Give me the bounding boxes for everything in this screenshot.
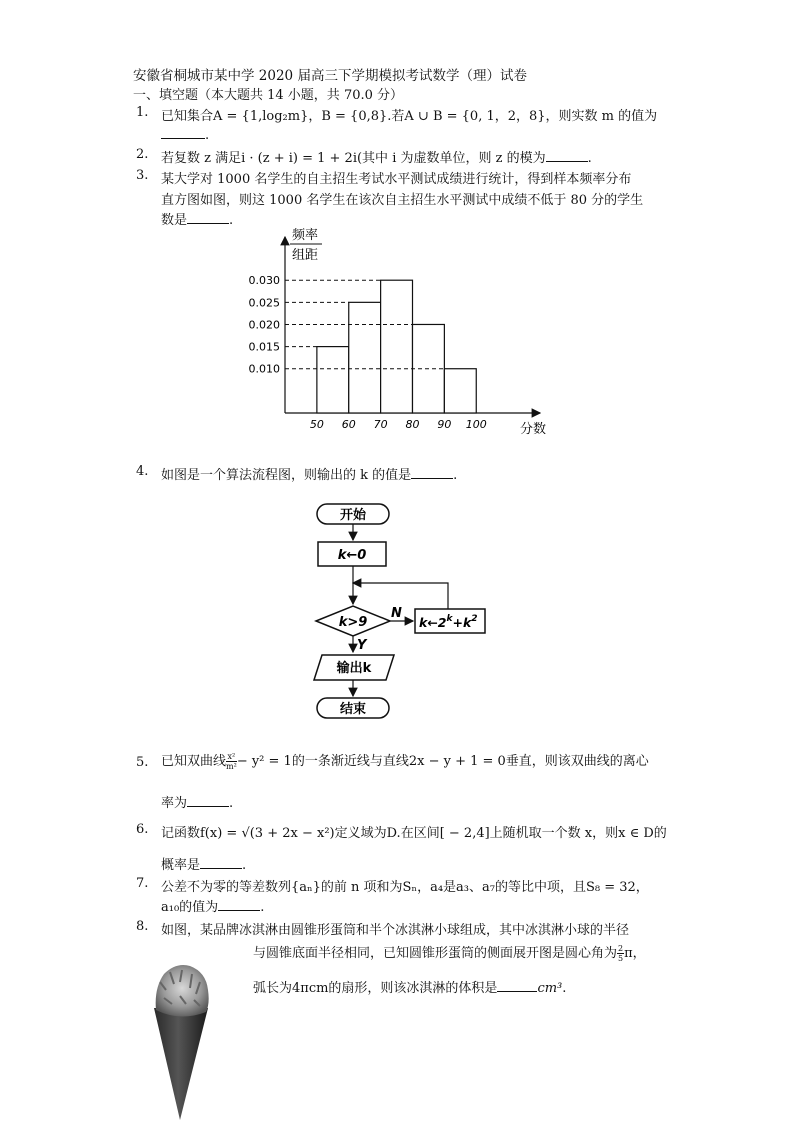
y-tick-label: 0.020 (248, 318, 280, 332)
algorithm-flowchart (300, 500, 500, 725)
y-axis-label-top: 频率 (292, 228, 319, 243)
y-tick-label: 0.030 (248, 274, 280, 288)
x-tick-label: 60 (341, 418, 356, 431)
q5-text: 已知双曲线 $\frac{\text{x²}}{\text{m²}}$ − y² = 1的一条渐近线与直线2x − y + 1 = 0垂直，则该双曲线的离心 (161, 752, 649, 771)
q8-fraction: $\frac{2}{5}$ (618, 944, 624, 963)
end-label: 结束 (339, 702, 367, 717)
q1-answer-line: . (161, 126, 209, 143)
ice-cream-cone-image (150, 960, 214, 1123)
x-tick-label: 80 (405, 418, 420, 431)
q6-text-line2: 概率是 . (161, 858, 247, 873)
q3-number: 3. (136, 168, 149, 183)
q8-blank[interactable] (497, 979, 537, 992)
body-label: $k\leftarrow 2^k+k^2$ (419, 614, 478, 630)
yes-label: Y (357, 638, 367, 653)
q3-text-line2: 直方图如图，则这 1000 名学生在该次自主招生水平测试中成绩不低于 80 分的学生 (161, 193, 644, 208)
x-tick-label: 50 (309, 418, 324, 431)
q2-blank[interactable] (546, 149, 588, 162)
q8-text-line2: 与圆锥底面半径相同，已知圆锥形蛋筒的侧面展开图是圆心角为 $\frac{2}{5}$ π， (253, 944, 646, 963)
q3-text-line1: 某大学对 1000 名学生的自主招生考试水平测试成绩进行统计，得到样本频率分布 (161, 172, 632, 187)
q4-number: 4. (136, 464, 149, 479)
q6-number: 6. (136, 822, 149, 837)
histogram-bar (349, 302, 381, 413)
x-axis-label: 分数 (520, 422, 547, 437)
y-tick-label: 0.015 (248, 340, 280, 354)
q1-number: 1. (136, 105, 149, 120)
histogram-bar (381, 280, 413, 413)
q2-number: 2. (136, 147, 149, 162)
x-tick-label: 90 (437, 418, 452, 431)
x-tick-label: 100 (465, 418, 487, 431)
no-label: N (391, 606, 402, 621)
q6-text: 记函数f(x) = √(3 + 2x − x²)定义域为D.在区间[ − 2,4]上随机取一个数 x，则x ∈ D的 (161, 826, 667, 841)
page-title: 安徽省桐城市某中学 2020 届高三下学期模拟考试数学（理）试卷 (133, 68, 527, 84)
q7-number: 7. (136, 876, 149, 891)
q1-text: 已知集合A = {1,log₂m}，B = {0,8}.若A ∪ B = {0, 1，2，8}，则实数 m 的值为 (161, 109, 658, 124)
q8-text-line1: 如图，某品牌冰淇淋由圆锥形蛋筒和半个冰淇淋小球组成，其中冰淇淋小球的半径 (161, 923, 630, 938)
y-tick-label: 0.025 (248, 296, 280, 310)
section-heading: 一、填空题（本大题共 14 小题，共 70.0 分） (133, 88, 404, 103)
q8-number: 8. (136, 919, 149, 934)
q8-text-line3: 弧长为4πcm的扇形，则该冰淇淋的体积是 cm³. (253, 981, 567, 996)
q6-blank[interactable] (200, 856, 242, 869)
condition-label: k>9 (338, 615, 368, 630)
q7-blank[interactable] (218, 898, 260, 911)
y-tick-label: 0.010 (248, 362, 280, 376)
q5-fraction: $\frac{\text{x²}}{\text{m²}}$ (226, 752, 237, 771)
q5-number: 5. (136, 755, 149, 770)
q3-blank[interactable] (187, 211, 229, 224)
q7-text-line2: a₁₀的值为 . (161, 900, 265, 915)
frequency-histogram (240, 225, 560, 440)
output-label: 输出k (336, 661, 372, 676)
q1-blank[interactable] (161, 126, 205, 139)
start-label: 开始 (339, 508, 367, 523)
histogram-bar (444, 369, 476, 413)
q4-blank[interactable] (411, 466, 453, 479)
q2-text: 若复数 z 满足i · (z + i) = 1 + 2i(其中 i 为虚数单位，则 z 的模为 . (161, 151, 592, 166)
init-label: k←0 (337, 548, 367, 563)
q3-text-line3: 数是 . (161, 213, 234, 228)
q7-text: 公差不为零的等差数列{aₙ}的前 n 项和为Sₙ，a₄是a₃、a₇的等比中项，且S₈ = 32， (161, 880, 649, 895)
x-tick-label: 70 (373, 418, 388, 431)
cone-shape (154, 1008, 208, 1120)
q4-text: 如图是一个算法流程图，则输出的 k 的值是 . (161, 468, 458, 483)
q5-blank[interactable] (187, 794, 229, 807)
y-axis-label-bottom: 组距 (292, 248, 319, 263)
histogram-bar (317, 347, 349, 413)
q5-text-line2: 率为 . (161, 796, 234, 811)
